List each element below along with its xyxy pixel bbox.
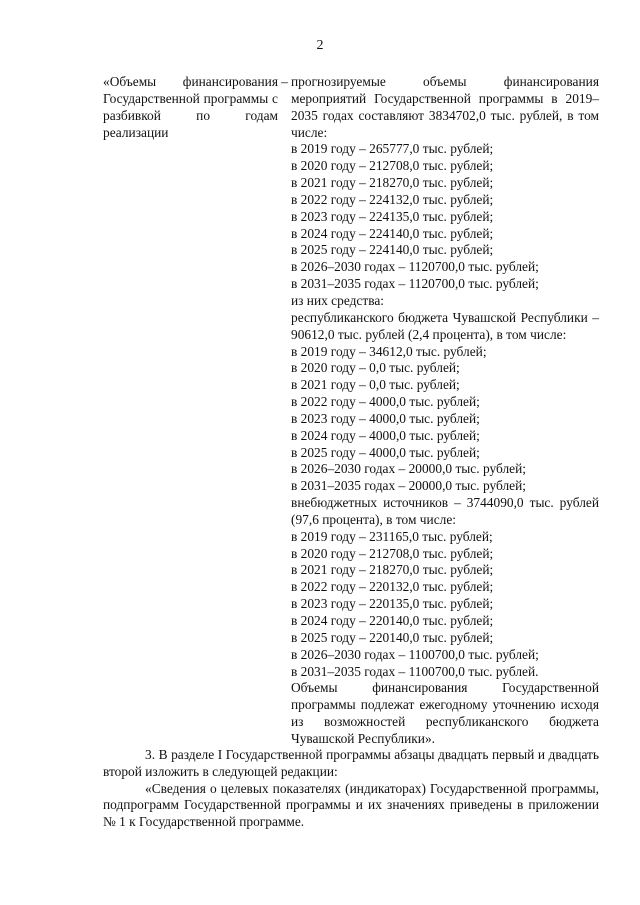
total-year-line: в 2022 году – 224132,0 тыс. рублей; bbox=[291, 191, 494, 207]
passport-row-value bbox=[291, 74, 599, 748]
of-them-label: из них средства: bbox=[291, 292, 385, 308]
total-year-line: в 2031–2035 годах – 1120700,0 тыс. рублей; bbox=[291, 276, 539, 292]
extrabudget-year-line: в 2026–2030 годах – 1100700,0 тыс. рублей; bbox=[291, 646, 539, 662]
republic-year-line: в 2021 году – 0,0 тыс. рублей; bbox=[291, 377, 460, 393]
republic-year-line: в 2023 году – 4000,0 тыс. рублей; bbox=[291, 410, 480, 426]
page-number: 2 bbox=[316, 38, 324, 53]
amendment-paragraph: 3. В разделе I Государственной программы абзацы двадцать первый и двадцать второй изложить в следующей редакции: bbox=[103, 747, 599, 779]
extrabudget-summary: внебюджетных источников – 3744090,0 тыс. рублей (97,6 процента), в том числе: bbox=[291, 495, 599, 527]
extrabudget-year-line: в 2023 году – 220135,0 тыс. рублей; bbox=[291, 596, 494, 612]
total-year-line: в 2021 году – 218270,0 тыс. рублей; bbox=[291, 175, 494, 191]
total-year-line: в 2023 году – 224135,0 тыс. рублей; bbox=[291, 208, 494, 224]
republic-year-line: в 2031–2035 годах – 20000,0 тыс. рублей; bbox=[291, 478, 526, 494]
extrabudget-year-line: в 2024 году – 220140,0 тыс. рублей; bbox=[291, 613, 494, 628]
total-year-line: в 2019 году – 265777,0 тыс. рублей; bbox=[291, 141, 494, 157]
body-text bbox=[103, 747, 599, 831]
republic-year-line: в 2024 году – 4000,0 тыс. рублей; bbox=[291, 427, 480, 443]
extrabudget-year-line: в 2020 году – 212708,0 тыс. рублей; bbox=[291, 545, 494, 561]
passport-row-label: «Объемы финансирования Государственной программы с разбивкой по годам реализации bbox=[103, 74, 278, 140]
funding-intro: прогнозируемые объемы финансирования мероприятий Государственной программы в 2019–2035 годах составляют 3834702,0 тыс. рублей, в том числе: bbox=[291, 74, 599, 140]
total-year-line: в 2020 году – 212708,0 тыс. рублей; bbox=[291, 158, 494, 174]
indicators-paragraph: «Сведения о целевых показателях (индикаторах) Государственной программы, подпрограмм Государственной программы и их значениях приведены в приложении № 1 к Государственной программе. bbox=[103, 780, 599, 830]
total-year-line: в 2026–2030 годах – 1120700,0 тыс. рублей; bbox=[291, 259, 539, 275]
extrabudget-year-line: в 2019 году – 231165,0 тыс. рублей; bbox=[291, 528, 493, 544]
republic-year-line: в 2025 году – 4000,0 тыс. рублей; bbox=[291, 444, 480, 460]
republic-year-line: в 2026–2030 годах – 20000,0 тыс. рублей; bbox=[291, 461, 526, 477]
extrabudget-year-line: в 2025 году – 220140,0 тыс. рублей; bbox=[291, 629, 494, 645]
republic-budget-summary: республиканского бюджета Чувашской Республики – 90612,0 тыс. рублей (2,4 процента), в том числе: bbox=[291, 309, 599, 342]
republic-year-line: в 2020 году – 0,0 тыс. рублей; bbox=[291, 360, 460, 376]
extrabudget-year-line: в 2031–2035 годах – 1100700,0 тыс. рублей. bbox=[291, 663, 539, 679]
republic-year-line: в 2019 году – 34612,0 тыс. рублей; bbox=[291, 343, 487, 359]
total-year-line: в 2024 году – 224140,0 тыс. рублей; bbox=[291, 225, 494, 241]
republic-year-line: в 2022 году – 4000,0 тыс. рублей; bbox=[291, 394, 480, 410]
passport-row-dash: – bbox=[281, 74, 288, 89]
passport-table bbox=[103, 74, 599, 748]
extrabudget-year-line: в 2021 году – 218270,0 тыс. рублей; bbox=[291, 562, 494, 578]
funding-note: Объемы финансирования Государственной программы подлежат ежегодному уточнению исходя из возможностей республиканского бюджета Чувашской Республики». bbox=[291, 680, 599, 746]
extrabudget-year-line: в 2022 году – 220132,0 тыс. рублей; bbox=[291, 579, 494, 595]
total-year-line: в 2025 году – 224140,0 тыс. рублей; bbox=[291, 242, 494, 258]
